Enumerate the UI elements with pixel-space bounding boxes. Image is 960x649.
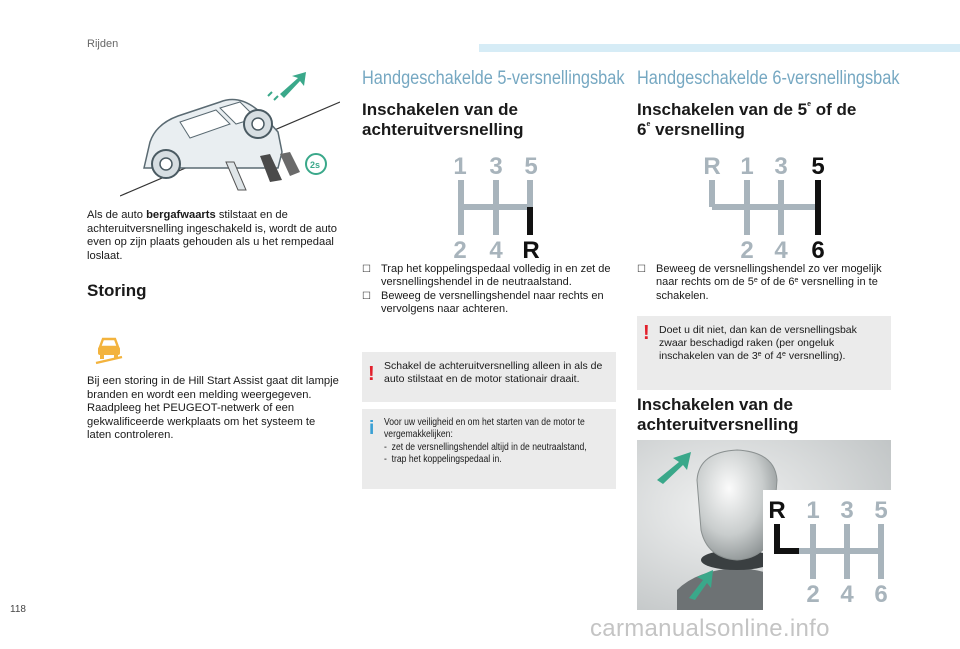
instruction-item: ☐ Trap het koppelingspedaal volledig in en zet de versnellingshendel in de neutraalstand. [362, 263, 611, 289]
hill-start-paragraph: Als de auto bergafwaarts stilstaat en de achteruitversnelling ingeschakeld is, wordt de auto even op zijn plaats gehouden als u het rempedaal loslaat. [87, 209, 337, 262]
warning-exclamation-icon: ! [643, 322, 650, 344]
gear-label-2: 2 [740, 237, 754, 264]
right-reverse-subheading: Inschakelen van de achteruitversnelling [637, 395, 799, 434]
six-speed-gear-diagram-reverse [765, 494, 891, 609]
storing-paragraph: Bij een storing in de Hill Start Assist gaat dit lampje branden en wordt een melding weergegeven. Raadpleeg het PEUGEOT-netwerk of een gekwalificeerde werkplaats om het systeem te laten controleren. [87, 375, 339, 442]
gear-label-3: 3 [489, 153, 503, 180]
reverse-warning-box [362, 352, 616, 402]
gear-label-r: R [768, 497, 786, 524]
instruction-item: ☐ Beweeg de versnellingshendel naar rechts en vervolgens naar achteren. [362, 289, 604, 316]
gear-label-3: 3 [840, 497, 854, 524]
six-speed-gear-diagram-5-6 [700, 150, 835, 265]
gear-label-r: R [703, 153, 721, 180]
right-column-title: Handgeschakelde 6-versnellingsbak [637, 68, 900, 89]
gear-label-4: 4 [840, 581, 854, 608]
middle-subheading: Inschakelen van de achteruitversnelling [362, 100, 524, 139]
gearbox-damage-warning-box [637, 316, 891, 390]
middle-column-title: Handgeschakelde 5-versnellingsbak [362, 68, 625, 89]
middle-instructions [362, 263, 616, 317]
page-number: 118 [10, 604, 26, 615]
safety-info-text: Voor uw veiligheid en om het starten van de motor te vergemakkelijken: - zet de versnellingshendel altijd in de neutraalstand, - trap het koppelingspedaal in. [384, 417, 587, 466]
gear-label-6: 6 [874, 581, 888, 608]
gear-label-4: 4 [489, 237, 503, 264]
warning-exclamation-icon: ! [368, 363, 375, 385]
right-instructions [637, 263, 891, 303]
gear-label-1: 1 [453, 153, 467, 180]
gear-label-2: 2 [453, 237, 467, 264]
checkbox-bullet-icon: ☐ [362, 264, 371, 275]
section-title: Rijden [87, 38, 119, 50]
storing-heading: Storing [87, 281, 147, 300]
gear-label-r: R [522, 237, 540, 264]
watermark: carmanualsonline.info [590, 615, 830, 642]
header-bar [479, 44, 960, 52]
five-speed-gear-diagram [440, 150, 560, 265]
instruction-item: ☐ Beweeg de versnellingshendel zo ver mogelijk naar rechts om de 5e of de 6e versnelling in te schakelen. [637, 263, 882, 302]
checkbox-bullet-icon: ☐ [637, 264, 646, 275]
gearbox-damage-warning-text: Doet u dit niet, dan kan de versnellingsbak zwaar beschadigd raken (per ongeluk inschakelen van de 3e of 4e versnelling). [659, 324, 857, 363]
gear-label-5: 5 [811, 153, 825, 180]
gear-label-1: 1 [740, 153, 754, 180]
gear-label-6: 6 [811, 237, 825, 264]
gear-label-3: 3 [774, 153, 788, 180]
gear-label-4: 4 [774, 237, 788, 264]
reverse-warning-text: Schakel de achteruitversnelling alleen in als de auto stilstaat en de motor stationair draait. [384, 360, 603, 385]
car-on-slope-illustration [120, 72, 340, 198]
gear-label-5: 5 [874, 497, 888, 524]
gear-label-5: 5 [524, 153, 538, 180]
info-i-icon: i [369, 418, 375, 439]
gear-label-2: 2 [806, 581, 820, 608]
safety-info-box [362, 409, 616, 489]
hill-assist-warning-lamp-icon [94, 333, 124, 365]
gear-label-1: 1 [806, 497, 820, 524]
svg-text:2s: 2s [310, 160, 321, 170]
checkbox-bullet-icon: ☐ [362, 290, 371, 302]
right-subheading-5th-6th: Inschakelen van de 5e of de 6e versnelling [637, 100, 857, 139]
